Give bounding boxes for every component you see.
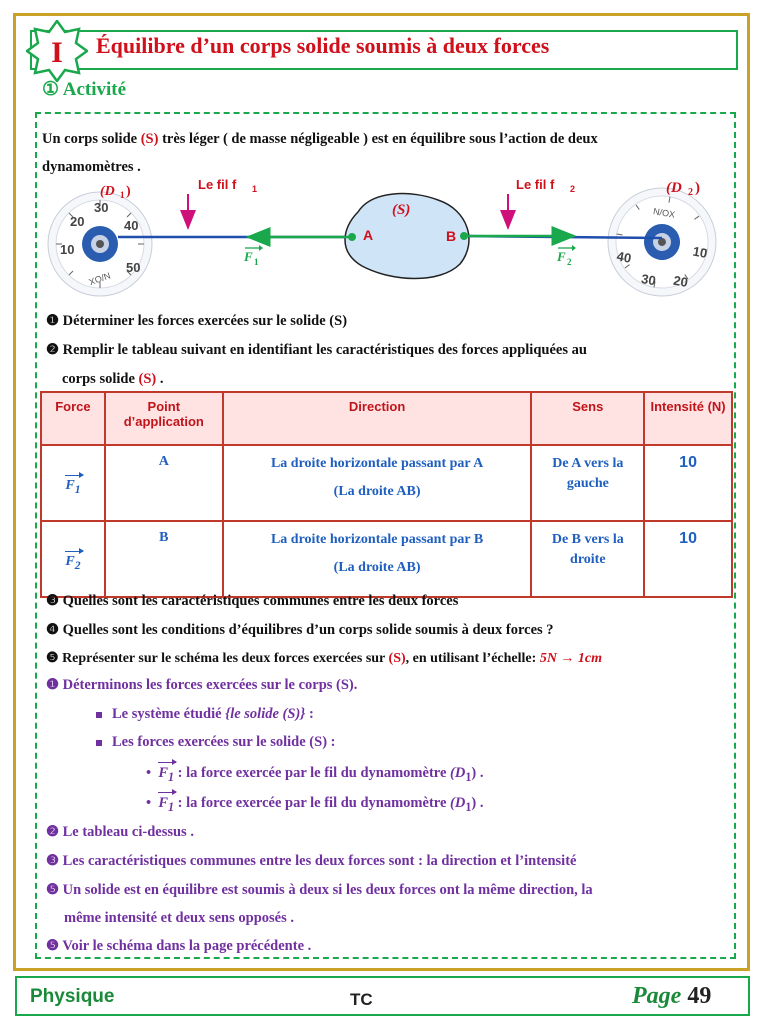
force-f2-label bbox=[556, 245, 576, 267]
point-cell: B bbox=[105, 521, 223, 597]
force-cell: $F_2$ bbox=[41, 521, 105, 597]
question-2-cont: corps solide (S) . bbox=[62, 371, 164, 387]
point-a-label: A bbox=[363, 227, 374, 243]
dial-mark-50: 50 bbox=[126, 260, 141, 275]
page-title: Équilibre d’un corps solide soumis à deux forces bbox=[96, 33, 550, 58]
table-row bbox=[41, 521, 732, 597]
fil-1-label: Le fil f bbox=[198, 177, 237, 192]
d2-label: (D bbox=[666, 180, 682, 196]
force-f1-label bbox=[243, 245, 263, 267]
section-heading: ① Activité bbox=[42, 79, 127, 100]
dial-label: N/OX bbox=[87, 270, 112, 288]
answer-1-forces: Les forces exercées sur le solide (S) : bbox=[96, 734, 335, 751]
fil-1-sub: 1 bbox=[252, 184, 258, 194]
answer-4-line-1: ❺ Un solide est en équilibre est soumis à deux si les deux forces ont la même direction, la bbox=[46, 882, 593, 898]
answer-3: ❸ Les caractéristiques communes entre les deux forces sont : la direction et l’intensité bbox=[46, 853, 577, 869]
d2-sub: 2 bbox=[688, 187, 693, 198]
direction-cell: La droite horizontale passant par B (La droite AB) bbox=[223, 521, 532, 597]
forces-table bbox=[40, 391, 733, 598]
svg-text:): ) bbox=[126, 184, 131, 199]
solid-label: (S) bbox=[392, 202, 411, 218]
question-2: ❷ Remplir le tableau suivant en identifiant les caractéristiques des forces appliquées au bbox=[46, 342, 587, 358]
header-force: Force bbox=[41, 392, 105, 445]
question-3: ❸ Quelles sont les caractéristiques communes entre les deux forces bbox=[46, 593, 459, 609]
svg-text:2: 2 bbox=[567, 257, 572, 267]
svg-text:1: 1 bbox=[254, 257, 259, 267]
dynamometer-d2 bbox=[599, 179, 724, 304]
svg-text:): ) bbox=[695, 180, 700, 196]
intensite-cell: 10 bbox=[644, 521, 732, 597]
answer-4-line-2: même intensité et deux sens opposés . bbox=[64, 910, 294, 926]
point-cell: A bbox=[105, 445, 223, 521]
dial-mark-20: 20 bbox=[70, 214, 85, 229]
answer-1-force-b: • $F_1$ : la force exercée par le fil du dynamomètre $(D_1)$ . bbox=[146, 795, 484, 814]
section-star-badge bbox=[26, 20, 88, 82]
svg-text:F: F bbox=[244, 249, 253, 264]
answer-5: ❺ Voir le schéma dans la page précédente . bbox=[46, 938, 312, 954]
dial-mark-10: 10 bbox=[60, 242, 75, 257]
dynamometer-d1 bbox=[48, 192, 152, 296]
dial2-mark-10: 10 bbox=[691, 243, 709, 261]
intro-line-1: Un corps solide (S) très léger ( de masse négligeable ) est en équilibre sous l’action de deux bbox=[42, 131, 598, 147]
intro-line-2: dynamomètres . bbox=[42, 159, 141, 175]
header-direction: Direction bbox=[223, 392, 532, 445]
dial-mark-40: 40 bbox=[124, 218, 139, 233]
dial2-label: N/OX bbox=[652, 206, 676, 220]
question-1: ❶ Déterminer les forces exercées sur le solide (S) bbox=[46, 313, 348, 329]
dial2-mark-20: 20 bbox=[672, 272, 690, 290]
table-row bbox=[41, 445, 732, 521]
force-cell: $F_1$ bbox=[41, 445, 105, 521]
question-5: ❺ Représenter sur le schéma les deux forces exercées sur (S), en utilisant l’échelle: 5N → 1cm bbox=[46, 651, 603, 666]
footer-page: Page 49 bbox=[632, 983, 712, 1009]
answer-2: ❷ Le tableau ci-dessus . bbox=[46, 824, 194, 840]
question-4: ❹ Quelles sont les conditions d’équilibres d’un corps solide soumis à deux forces ? bbox=[46, 622, 554, 638]
footer-subject: Physique bbox=[30, 986, 115, 1007]
experiment-diagram bbox=[40, 172, 730, 320]
direction-cell: La droite horizontale passant par A (La droite AB) bbox=[223, 445, 532, 521]
footer-level: TC bbox=[350, 990, 373, 1009]
table-header-row bbox=[41, 392, 732, 445]
answer-1: ❶ Déterminons les forces exercées sur le corps (S). bbox=[46, 677, 358, 693]
intensite-cell: 10 bbox=[644, 445, 732, 521]
sens-cell: De B vers la droite bbox=[531, 521, 644, 597]
point-b-label: B bbox=[446, 228, 457, 244]
title-number: I bbox=[51, 36, 63, 69]
answer-1-system: Le système étudié {le solide (S)} : bbox=[96, 706, 314, 723]
fil-2-label: Le fil f bbox=[516, 177, 555, 192]
point-b-dot bbox=[460, 232, 468, 240]
d1-label: (D bbox=[100, 184, 115, 199]
svg-text:F: F bbox=[557, 249, 566, 264]
header-point: Point d’application bbox=[105, 392, 223, 445]
sens-cell: De A vers la gauche bbox=[531, 445, 644, 521]
header-sens: Sens bbox=[531, 392, 644, 445]
d1-sub: 1 bbox=[120, 190, 125, 200]
dial-mark-30: 30 bbox=[94, 200, 109, 215]
dial2-mark-30: 30 bbox=[640, 271, 657, 289]
header-intensite: Intensité (N) bbox=[644, 392, 732, 445]
fil-2-sub: 2 bbox=[570, 184, 576, 194]
dial2-mark-40: 40 bbox=[615, 248, 633, 266]
answer-1-force-a: • $F_1$ : la force exercée par le fil du dynamomètre $(D_1)$ . bbox=[146, 765, 484, 784]
point-a-dot bbox=[348, 233, 356, 241]
